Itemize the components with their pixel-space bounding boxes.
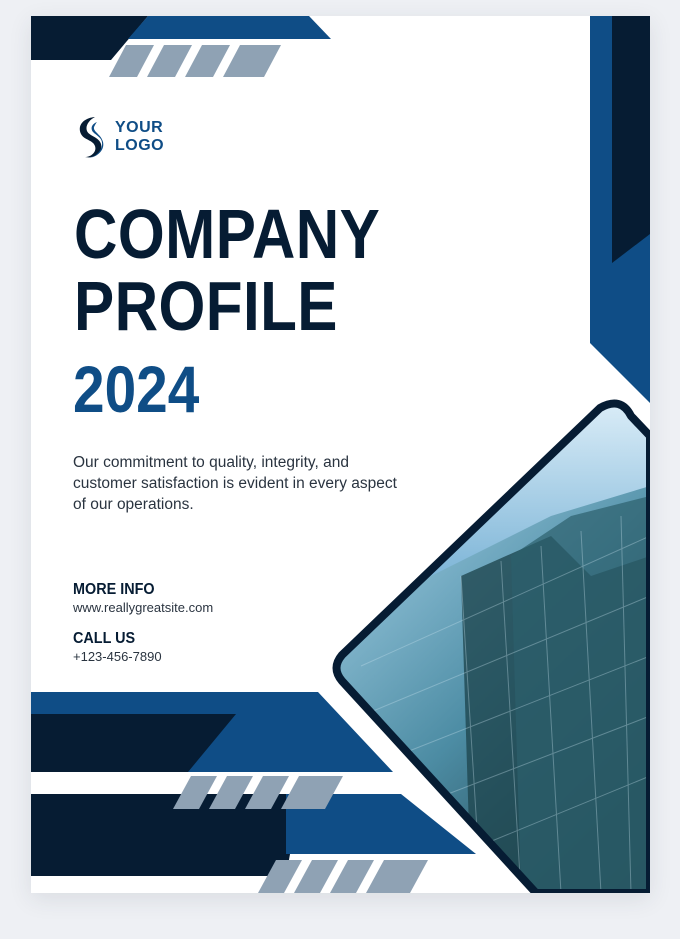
year-heading: 2024 bbox=[73, 352, 200, 426]
top-stripe-2 bbox=[147, 45, 192, 77]
bottom-stripe-7 bbox=[330, 860, 374, 893]
title-line-2: PROFILE bbox=[74, 267, 338, 345]
top-blue-bar bbox=[128, 16, 331, 39]
top-stripe-4 bbox=[223, 45, 281, 77]
top-left-bars bbox=[31, 16, 331, 77]
top-stripe-3 bbox=[185, 45, 230, 77]
logo-line-1: YOUR bbox=[115, 119, 164, 136]
page-title bbox=[74, 195, 381, 345]
call-us-heading: CALL US bbox=[73, 630, 136, 647]
brochure-page bbox=[31, 16, 650, 893]
logo-text bbox=[115, 119, 164, 155]
phone-text: +123-456-7890 bbox=[73, 649, 162, 664]
more-info-heading: MORE INFO bbox=[73, 581, 155, 598]
right-navy-band bbox=[612, 16, 650, 263]
bottom-stripe-8 bbox=[366, 860, 428, 893]
description-text: Our commitment to quality, integrity, and customer satisfaction is evident in every aspect of our operations. bbox=[73, 454, 397, 513]
bottom-stripe-6 bbox=[294, 860, 338, 893]
website-text: www.reallygreatsite.com bbox=[73, 600, 214, 615]
swirl-logo-icon bbox=[75, 114, 105, 160]
logo bbox=[75, 114, 164, 160]
right-side-shapes bbox=[590, 16, 650, 403]
title-line-1: COMPANY bbox=[74, 195, 381, 273]
logo-line-2: LOGO bbox=[115, 137, 165, 154]
